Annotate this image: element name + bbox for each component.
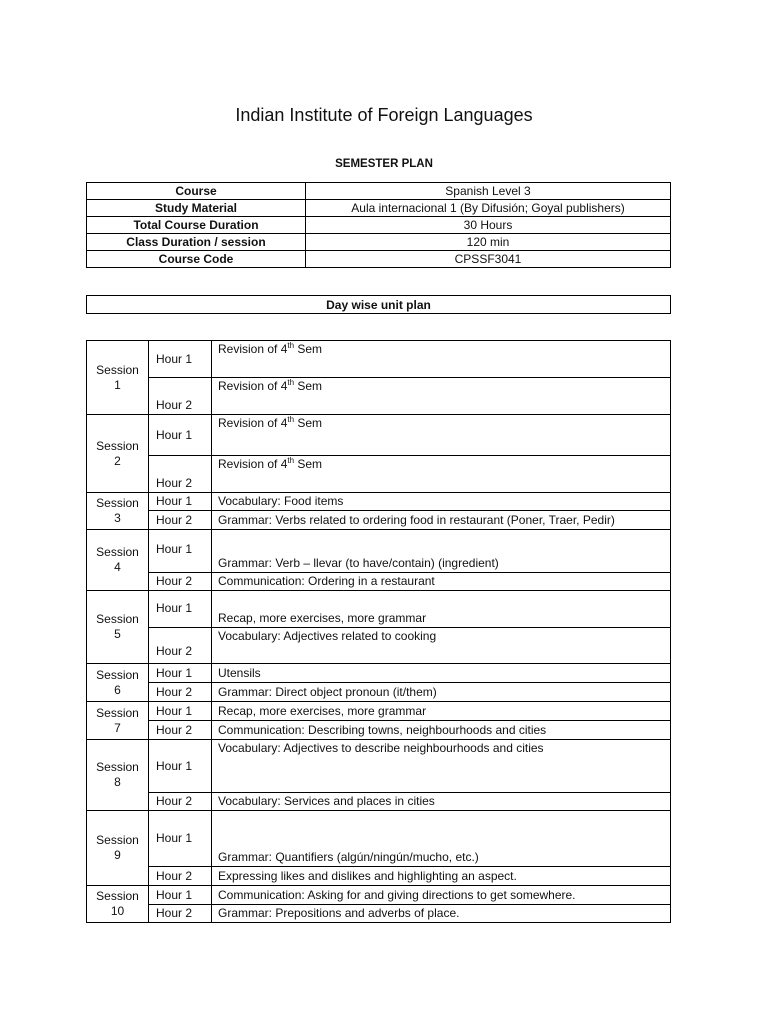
table-row (87, 493, 671, 511)
session-topic: Communication: Ordering in a restaurant (212, 573, 671, 591)
session-plan-table (86, 340, 671, 923)
hour-label: Hour 2 (149, 721, 212, 740)
day-wise-title: Day wise unit plan (87, 296, 671, 314)
session-topic: Grammar: Prepositions and adverbs of place. (212, 905, 671, 923)
session-topic: Grammar: Verb – llevar (to have/contain) (ingredient) (212, 530, 671, 573)
hour-label: Hour 1 (149, 415, 212, 456)
table-row (87, 200, 671, 217)
table-row (87, 811, 671, 867)
table-row (87, 702, 671, 721)
table-row (87, 664, 671, 683)
table-row (87, 905, 671, 923)
hour-label: Hour 1 (149, 530, 212, 573)
session-label: Session 4 (87, 530, 149, 591)
session-topic: Expressing likes and dislikes and highlighting an aspect. (212, 867, 671, 886)
session-topic: Revision of 4th Sem (212, 456, 671, 493)
semester-plan-heading: SEMESTER PLAN (335, 158, 433, 170)
session-topic: Communication: Asking for and giving directions to get somewhere. (212, 886, 671, 905)
table-row (87, 296, 671, 314)
day-wise-header-table (86, 295, 671, 314)
session-label: Session 6 (87, 664, 149, 702)
table-row (87, 886, 671, 905)
table-row (87, 341, 671, 378)
hour-label: Hour 2 (149, 378, 212, 415)
hour-label: Hour 1 (149, 591, 212, 628)
session-label: Session 1 (87, 341, 149, 415)
hour-label: Hour 2 (149, 683, 212, 702)
hour-label: Hour 2 (149, 793, 212, 811)
hour-label: Hour 1 (149, 740, 212, 793)
session-label: Session 2 (87, 415, 149, 493)
table-row (87, 793, 671, 811)
session-label: Session 8 (87, 740, 149, 811)
session-label: Session 5 (87, 591, 149, 664)
course-code-value: CPSSF3041 (306, 251, 671, 268)
table-row (87, 234, 671, 251)
table-row (87, 530, 671, 573)
study-material-value: Aula internacional 1 (By Difusión; Goyal publishers) (306, 200, 671, 217)
session-topic: Vocabulary: Adjectives related to cooking (212, 628, 671, 664)
hour-label: Hour 1 (149, 702, 212, 721)
table-row (87, 628, 671, 664)
session-label: Session 10 (87, 886, 149, 923)
session-topic: Revision of 4th Sem (212, 341, 671, 378)
table-row (87, 456, 671, 493)
table-row (87, 721, 671, 740)
hour-label: Hour 2 (149, 905, 212, 923)
table-row (87, 573, 671, 591)
session-topic: Utensils (212, 664, 671, 683)
class-duration-label: Class Duration / session (87, 234, 306, 251)
total-duration-value: 30 Hours (306, 217, 671, 234)
hour-label: Hour 2 (149, 573, 212, 591)
session-topic: Grammar: Direct object pronoun (it/them) (212, 683, 671, 702)
table-row (87, 591, 671, 628)
hour-label: Hour 2 (149, 867, 212, 886)
hour-label: Hour 2 (149, 511, 212, 530)
hour-label: Hour 2 (149, 456, 212, 493)
session-topic: Vocabulary: Adjectives to describe neighbourhoods and cities (212, 740, 671, 793)
total-duration-label: Total Course Duration (87, 217, 306, 234)
institute-title: Indian Institute of Foreign Languages (235, 105, 533, 125)
course-info-table (86, 182, 671, 268)
table-row (87, 740, 671, 793)
session-topic: Vocabulary: Food items (212, 493, 671, 511)
course-label: Course (87, 183, 306, 200)
session-topic: Revision of 4th Sem (212, 415, 671, 456)
session-topic: Grammar: Quantifiers (algún/ningún/mucho, etc.) (212, 811, 671, 867)
session-topic: Grammar: Verbs related to ordering food in restaurant (Poner, Traer, Pedir) (212, 511, 671, 530)
session-topic: Communication: Describing towns, neighbourhoods and cities (212, 721, 671, 740)
class-duration-value: 120 min (306, 234, 671, 251)
study-material-label: Study Material (87, 200, 306, 217)
table-row (87, 183, 671, 200)
hour-label: Hour 1 (149, 493, 212, 511)
hour-label: Hour 1 (149, 886, 212, 905)
hour-label: Hour 1 (149, 811, 212, 867)
course-value: Spanish Level 3 (306, 183, 671, 200)
table-row (87, 217, 671, 234)
table-row (87, 378, 671, 415)
session-label: Session 7 (87, 702, 149, 740)
session-label: Session 9 (87, 811, 149, 886)
session-topic: Recap, more exercises, more grammar (212, 591, 671, 628)
table-row (87, 683, 671, 702)
hour-label: Hour 1 (149, 341, 212, 378)
session-label: Session 3 (87, 493, 149, 530)
table-row (87, 415, 671, 456)
session-topic: Revision of 4th Sem (212, 378, 671, 415)
table-row (87, 867, 671, 886)
table-row (87, 251, 671, 268)
hour-label: Hour 2 (149, 628, 212, 664)
table-row (87, 511, 671, 530)
session-topic: Vocabulary: Services and places in cities (212, 793, 671, 811)
hour-label: Hour 1 (149, 664, 212, 683)
course-code-label: Course Code (87, 251, 306, 268)
session-topic: Recap, more exercises, more grammar (212, 702, 671, 721)
